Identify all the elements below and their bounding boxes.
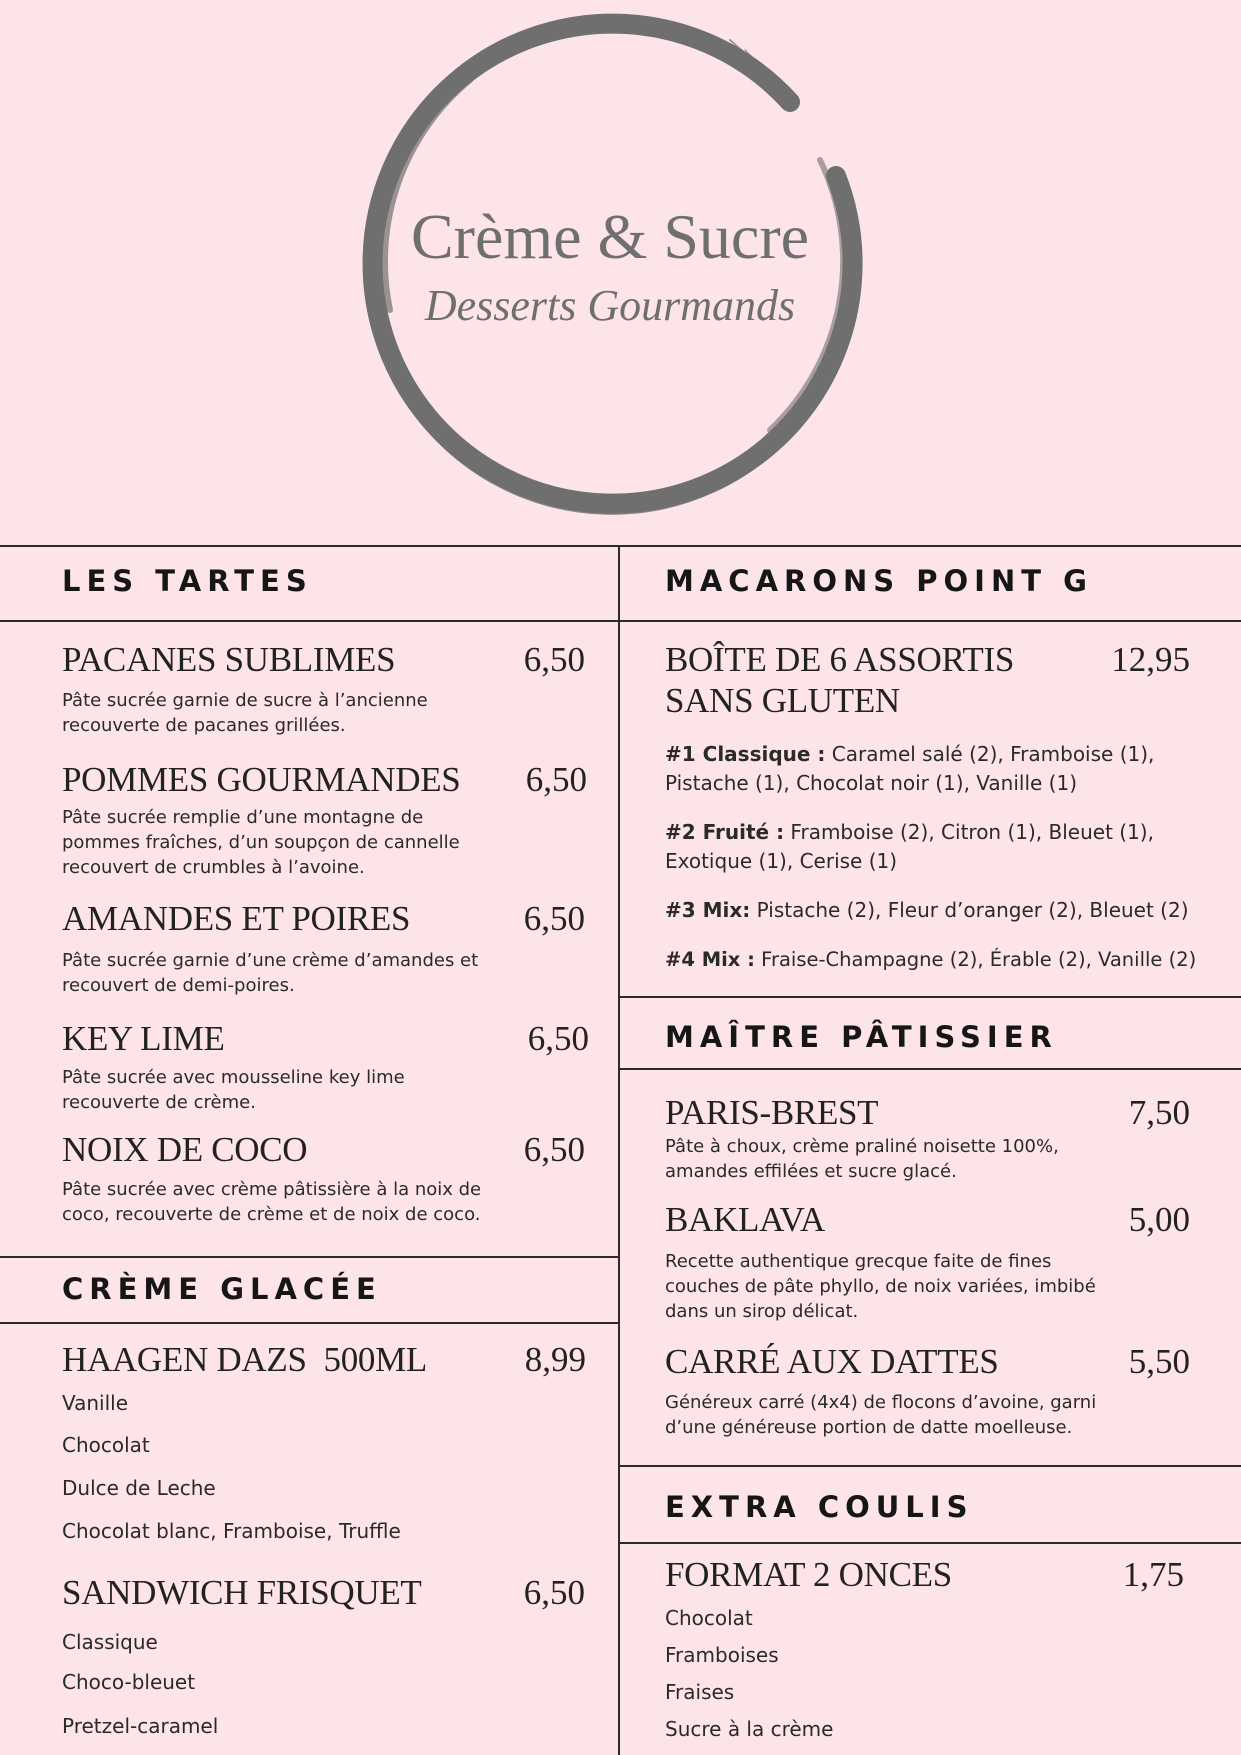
item-price: 6,50 <box>523 640 585 679</box>
item-price: 1,75 <box>1122 1555 1184 1594</box>
item-description: Généreux carré (4x4) de flocons d’avoine, garni d’une généreuse portion de datte moelleuse. <box>665 1392 1097 1438</box>
logo-title: Crème & Sucre <box>410 201 810 272</box>
flavor-item: Framboises <box>665 1643 779 1667</box>
divider-glacee-header <box>0 1322 618 1324</box>
mix-label: #2 Fruité : <box>665 820 785 844</box>
item-name: POMMES GOURMANDES <box>62 760 461 799</box>
section-title-macarons: MACARONS POINT G <box>665 564 1093 598</box>
flavor-item: Chocolat blanc, Framboise, Truffle <box>62 1519 401 1543</box>
item-description: Recette authentique grecque faite de fines couches de pâte phyllo, de noix variées, imbibé dans un sirop délicat. <box>665 1251 1096 1322</box>
flavor-item: Vanille <box>62 1391 129 1415</box>
item-price: 6,50 <box>523 1130 585 1169</box>
item-name: AMANDES ET POIRES <box>62 899 411 938</box>
item-name: BAKLAVA <box>665 1200 825 1239</box>
macaron-mix-1 <box>665 740 1165 798</box>
macaron-mix-2 <box>665 818 1165 876</box>
item-name: CARRÉ AUX DATTES <box>665 1342 999 1381</box>
mix-text: Framboise (2), Citron (1), Bleuet (1), Exotique (1), Cerise (1) <box>665 820 1154 873</box>
logo <box>350 10 870 530</box>
item-name: SANDWICH FRISQUET <box>62 1573 422 1612</box>
item-name-line2: SANS GLUTEN <box>665 681 900 720</box>
flavor-item: Fraises <box>665 1680 735 1704</box>
item-price: 7,50 <box>1128 1093 1190 1132</box>
flavor-item: Chocolat <box>62 1433 150 1457</box>
item-name: PACANES SUBLIMES <box>62 640 396 679</box>
flavor-item: Chocolat <box>665 1606 753 1630</box>
item-name: KEY LIME <box>62 1019 225 1058</box>
item-price: 8,99 <box>524 1340 586 1379</box>
item-name: FORMAT 2 ONCES <box>665 1555 952 1594</box>
flavor-item: Choco-bleuet <box>62 1670 196 1694</box>
item-name: NOIX DE COCO <box>62 1130 308 1169</box>
mix-label: #1 Classique : <box>665 742 826 766</box>
divider-glacee-top <box>0 1256 618 1258</box>
divider-center <box>618 545 620 1755</box>
item-price: 6,50 <box>523 899 585 938</box>
section-title-tartes: LES TARTES <box>62 564 313 598</box>
item-description: Pâte sucrée garnie de sucre à l’ancienne recouverte de pacanes grillées. <box>62 690 428 736</box>
mix-label: #3 Mix: <box>665 898 751 922</box>
macaron-mix-3 <box>665 896 1225 925</box>
item-price: 5,00 <box>1128 1200 1190 1239</box>
divider-top <box>0 545 1241 547</box>
item-name: BOÎTE DE 6 ASSORTIS <box>665 640 1015 679</box>
divider-maitre-header <box>618 1068 1241 1070</box>
section-title-maitre: MAÎTRE PÂTISSIER <box>665 1020 1058 1054</box>
divider-coulis-header <box>618 1542 1241 1544</box>
mix-text: Caramel salé (2), Framboise (1), Pistache (1), Chocolat noir (1), Vanille (1) <box>665 742 1155 795</box>
macaron-mix-4 <box>665 945 1235 974</box>
item-description: Pâte sucrée remplie d’une montagne de pommes fraîches, d’un soupçon de cannelle recouvert de crumbles à l’avoine. <box>62 807 460 878</box>
flavor-item: Classique <box>62 1630 158 1654</box>
item-price: 6,50 <box>525 760 587 799</box>
item-description: Pâte sucrée garnie d’une crème d’amandes et recouvert de demi-poires. <box>62 950 479 996</box>
item-price: 5,50 <box>1128 1342 1190 1381</box>
item-name: PARIS-BREST <box>665 1093 879 1132</box>
flavor-item: Pretzel-caramel <box>62 1714 219 1738</box>
section-title-coulis: EXTRA COULIS <box>665 1490 974 1524</box>
logo-subtitle: Desserts Gourmands <box>424 281 796 330</box>
mix-label: #4 Mix : <box>665 948 755 971</box>
item-description: Pâte sucrée avec mousseline key lime recouverte de crème. <box>62 1067 405 1113</box>
item-price: 12,95 <box>1111 640 1190 679</box>
divider-tartes-header <box>0 620 1241 622</box>
item-description: Pâte à choux, crème praliné noisette 100%, amandes effilées et sucre glacé. <box>665 1136 1059 1182</box>
section-title-glacee: CRÈME GLACÉE <box>62 1272 382 1306</box>
item-description: Pâte sucrée avec crème pâtissière à la noix de coco, recouverte de crème et de noix de coco. <box>62 1179 482 1225</box>
divider-maitre-top <box>618 996 1241 998</box>
mix-text: Pistache (2), Fleur d’oranger (2), Bleuet (2) <box>750 898 1189 922</box>
flavor-item: Sucre à la crème <box>665 1717 834 1741</box>
item-price: 6,50 <box>523 1573 585 1612</box>
item-price: 6,50 <box>527 1019 589 1058</box>
mix-text: Fraise-Champagne (2), Érable (2), Vanille (2) <box>754 948 1197 971</box>
divider-coulis-top <box>618 1465 1241 1467</box>
flavor-item: Dulce de Leche <box>62 1476 216 1500</box>
item-name: HAAGEN DAZS 500ML <box>62 1340 428 1379</box>
